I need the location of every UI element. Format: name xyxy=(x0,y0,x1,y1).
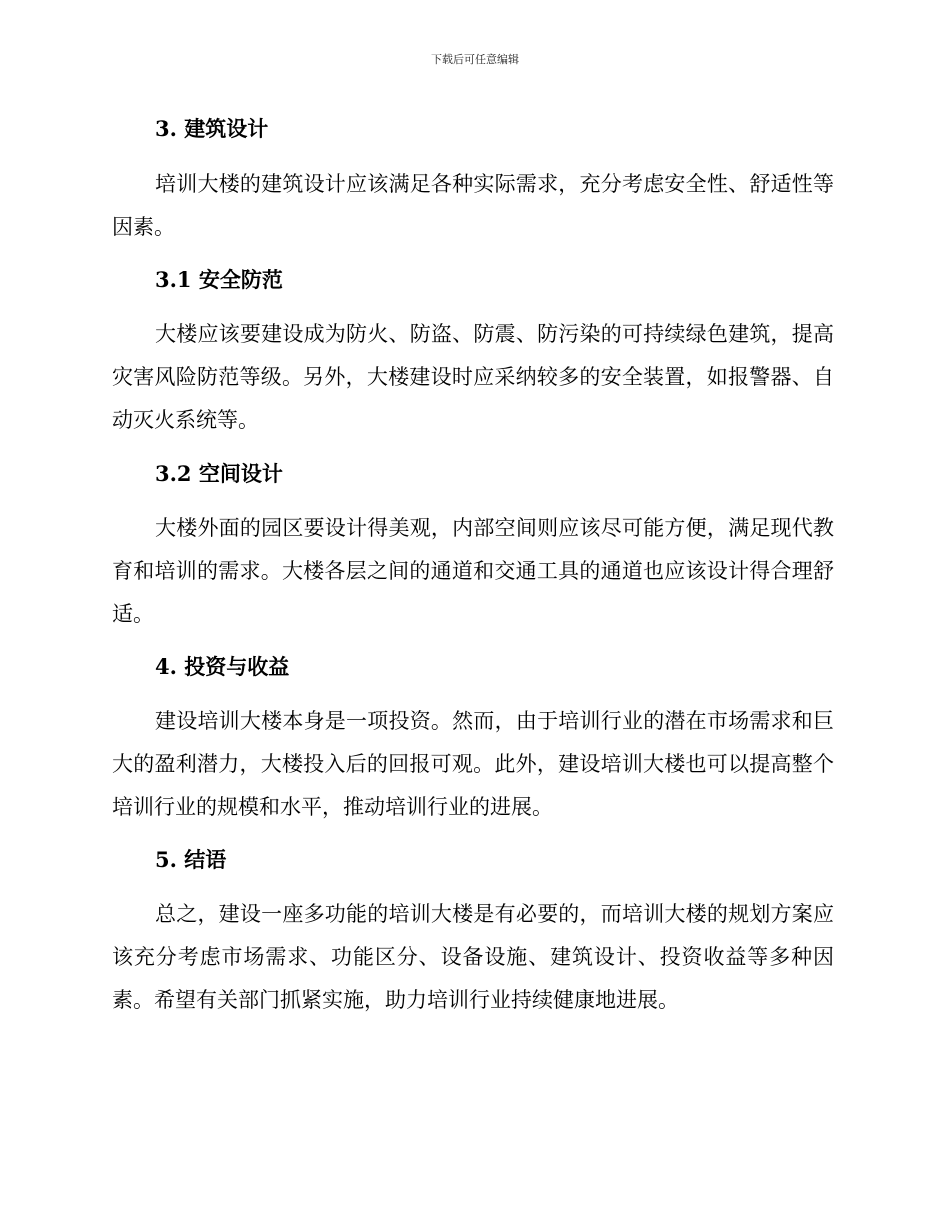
section-paragraph-space-design: 大楼外面的园区要设计得美观，内部空间则应该尽可能方便，满足现代教育和培训的需求。大楼各层之间的通道和交通工具的通道也应该设计得合理舒适。 xyxy=(112,516,834,626)
document-body xyxy=(112,109,834,1022)
section-paragraph-architecture-design: 培训大楼的建筑设计应该满足各种实际需求，充分考虑安全性、舒适性等因素。 xyxy=(112,172,834,239)
section-heading-security: 3.1 安全防范 xyxy=(155,267,283,292)
section-paragraph-security: 大楼应该要建设成为防火、防盗、防震、防污染的可持续绿色建筑，提高灾害风险防范等级。另外，大楼建设时应采纳较多的安全装置，如报警器、自动灭火系统等。 xyxy=(112,322,834,432)
section-heading-investment: 4. 投资与收益 xyxy=(155,654,290,679)
section-paragraph-investment: 建设培训大楼本身是一项投资。然而，由于培训行业的潜在市场需求和巨大的盈利潜力，大楼投入后的回报可观。此外，建设培训大楼也可以提高整个培训行业的规模和水平，推动培训行业的进展。 xyxy=(112,709,834,819)
section-heading-conclusion: 5. 结语 xyxy=(155,847,227,872)
section-heading-space-design: 3.2 空间设计 xyxy=(155,461,283,486)
section-paragraph-conclusion: 总之，建设一座多功能的培训大楼是有必要的，而培训大楼的规划方案应该充分考虑市场需求、功能区分、设备设施、建筑设计、投资收益等多种因素。希望有关部门抓紧实施，助力培训行业持续健康地进展。 xyxy=(112,902,834,1012)
section-heading-architecture-design: 3. 建筑设计 xyxy=(155,116,269,141)
page-header-note: 下载后可任意编辑 xyxy=(431,53,519,66)
